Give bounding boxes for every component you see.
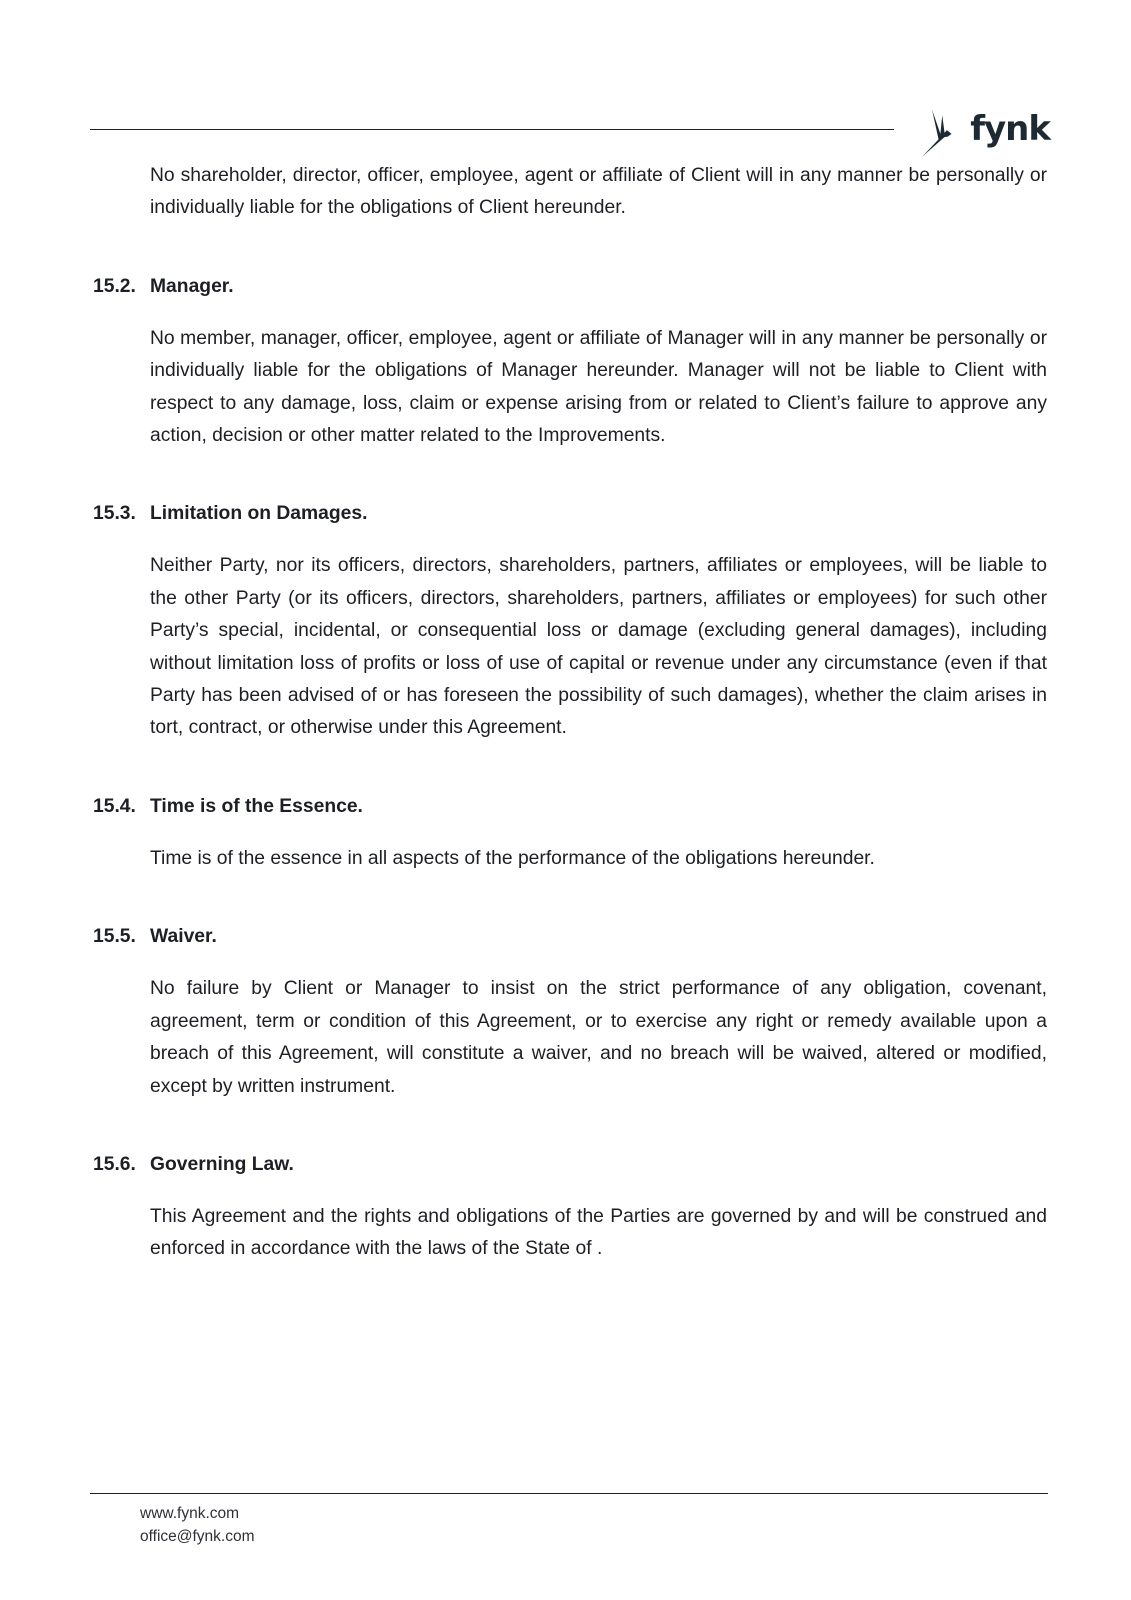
section-15-4 (93, 791, 1047, 875)
section-number: 15.5. (93, 926, 136, 948)
logo-wordmark: fynk (970, 109, 1050, 149)
section-15-2 (93, 271, 1047, 453)
section-body: No member, manager, officer, employee, agent or affiliate of Manager will in any manner be personally or individually liable for the obligations of Manager hereunder. Manager will not be liable to Client with respect to any damage, loss, claim or expense arising from or related to Client’s failure to approve any action, decision or other matter related to the Improvements. (150, 327, 1047, 447)
footer-divider (90, 1493, 1048, 1494)
section-body: Time is of the essence in all aspects of the performance of the obligations hereunder. (150, 847, 875, 869)
section-15-6 (93, 1149, 1047, 1266)
section-heading (93, 271, 1047, 303)
section-title: Governing Law. (150, 1153, 294, 1175)
section-title: Time is of the Essence. (150, 795, 363, 817)
section-number: 15.6. (93, 1153, 136, 1175)
section-number: 15.3. (93, 503, 136, 525)
section-15-5 (93, 921, 1047, 1103)
document-body (93, 160, 1047, 1266)
section-body: Neither Party, nor its officers, directors, shareholders, partners, affiliates or employees, will be liable to the other Party (or its officers, directors, shareholders, partners, affiliates or employees) for such other Party’s special, incidental, or consequential loss or damage (excluding general damages), including without limitation loss of profits or loss of use of capital or revenue under any circumstance (even if that Party has been advised of or has foreseen the possibility of such damages), whether the claim arises in tort, contract, or otherwise under this Agreement. (150, 555, 1047, 739)
section-body: No failure by Client or Manager to insist on the strict performance of any obligation, covenant, agreement, term or condition of this Agreement, or to exercise any right or remedy available upon a breach of this Agreement, will constitute a waiver, and no breach will be waived, altered or modified, except by written instrument. (150, 978, 1047, 1097)
section-15-3 (93, 498, 1047, 744)
section-number: 15.2. (93, 275, 136, 297)
footer-email-link[interactable]: office@fynk.com (140, 1528, 255, 1545)
header-divider (90, 129, 894, 130)
section-heading (93, 1149, 1047, 1181)
footer (140, 1502, 255, 1548)
section-title: Manager. (150, 275, 234, 297)
section-body: This Agreement and the rights and obligations of the Parties are governed by and will be construed and enforced in accordance with the laws of the State of . (150, 1205, 1047, 1260)
section-heading (93, 498, 1047, 530)
fynk-logo (920, 104, 1050, 160)
section-title: Limitation on Damages. (150, 503, 368, 525)
section-heading (93, 791, 1047, 823)
footer-website-link[interactable]: www.fynk.com (140, 1505, 240, 1522)
bird-logo-icon (920, 104, 968, 160)
section-heading (93, 921, 1047, 953)
section-number: 15.4. (93, 795, 136, 817)
section-title: Waiver. (150, 926, 217, 948)
intro-paragraph: No shareholder, director, officer, employee, agent or affiliate of Client will in any manner be personally or individually liable for the obligations of Client hereunder. (150, 165, 1047, 219)
